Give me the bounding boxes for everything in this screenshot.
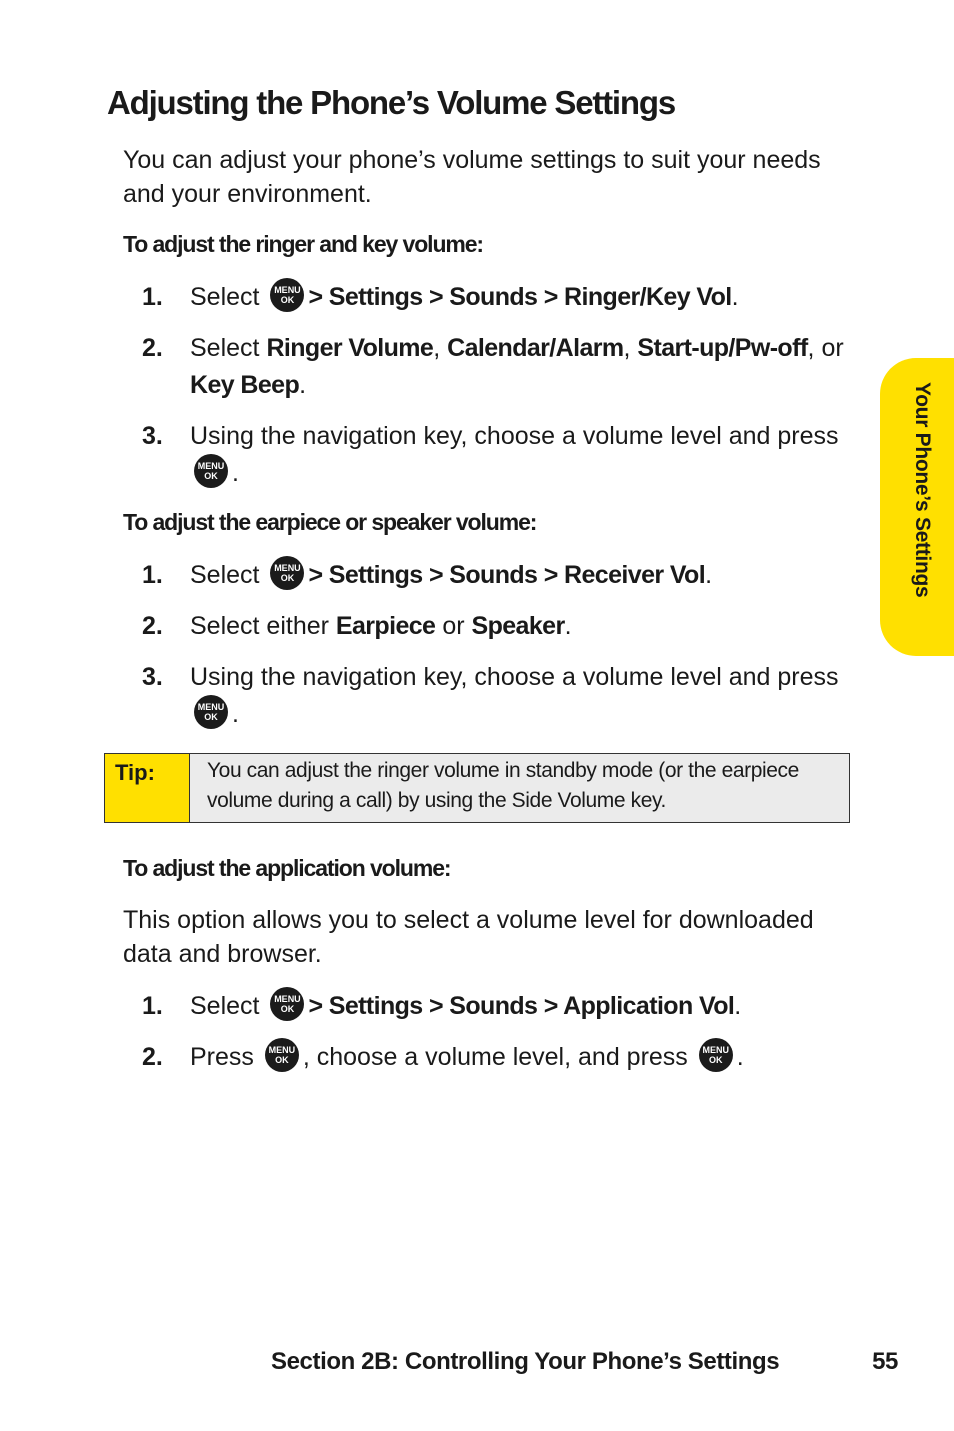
option-startup-pwoff: Start-up/Pw-off xyxy=(637,334,808,362)
menu-path: > Settings > Sounds > Application Vol xyxy=(308,992,735,1020)
step-number: 2. xyxy=(142,1043,163,1071)
step-number: 3. xyxy=(142,663,163,691)
step-text: Using the navigation key, choose a volume level and press xyxy=(190,422,839,450)
menu-ok-key-icon: MENU OK xyxy=(270,987,304,1021)
step-number: 1. xyxy=(142,992,163,1020)
menu-ok-key-icon: MENU OK xyxy=(194,695,228,729)
earpiece-heading: To adjust the earpiece or speaker volume: xyxy=(123,509,537,535)
footer-section-title: Section 2B: Controlling Your Phone’s Settings xyxy=(271,1348,780,1375)
tip-label: Tip: xyxy=(105,754,190,822)
option-speaker: Speaker xyxy=(471,612,565,640)
menu-ok-key-icon: MENU OK xyxy=(270,556,304,590)
page-number: 55 xyxy=(872,1348,898,1375)
page-title: Adjusting the Phone’s Volume Settings xyxy=(107,84,675,121)
step-number: 2. xyxy=(142,334,163,362)
option-earpiece: Earpiece xyxy=(335,612,436,640)
intro-paragraph: You can adjust your phone’s volume settings to suit your needs and your environment. xyxy=(123,146,821,208)
menu-ok-key-icon: MENU OK xyxy=(699,1038,733,1072)
menu-path: > Settings > Sounds > Receiver Vol xyxy=(308,561,706,589)
ringer-heading: To adjust the ringer and key volume: xyxy=(123,231,483,257)
side-tab-label: Your Phone’s Settings xyxy=(911,382,934,598)
menu-ok-key-icon: MENU OK xyxy=(270,278,304,312)
application-intro: This option allows you to select a volume level for downloaded data and browser. xyxy=(123,906,814,968)
option-calendar-alarm: Calendar/Alarm xyxy=(447,334,624,362)
menu-ok-key-icon: MENU OK xyxy=(265,1038,299,1072)
step-number: 1. xyxy=(142,283,163,311)
page-footer xyxy=(271,1348,898,1376)
application-heading: To adjust the application volume: xyxy=(123,855,451,881)
tip-box xyxy=(104,753,850,823)
menu-path: > Settings > Sounds > Ringer/Key Vol xyxy=(308,283,732,311)
step-text: Select xyxy=(190,283,260,311)
option-key-beep: Key Beep xyxy=(190,371,300,399)
menu-ok-key-icon: MENU OK xyxy=(194,454,228,488)
step-number: 2. xyxy=(142,612,163,640)
step-number: 1. xyxy=(142,561,163,589)
step-number: 3. xyxy=(142,422,163,450)
tip-text: You can adjust the ringer volume in standby mode (or the earpiece volume during a call) by using the Side Volume key. xyxy=(190,754,849,822)
option-ringer-volume: Ringer Volume xyxy=(266,334,434,362)
